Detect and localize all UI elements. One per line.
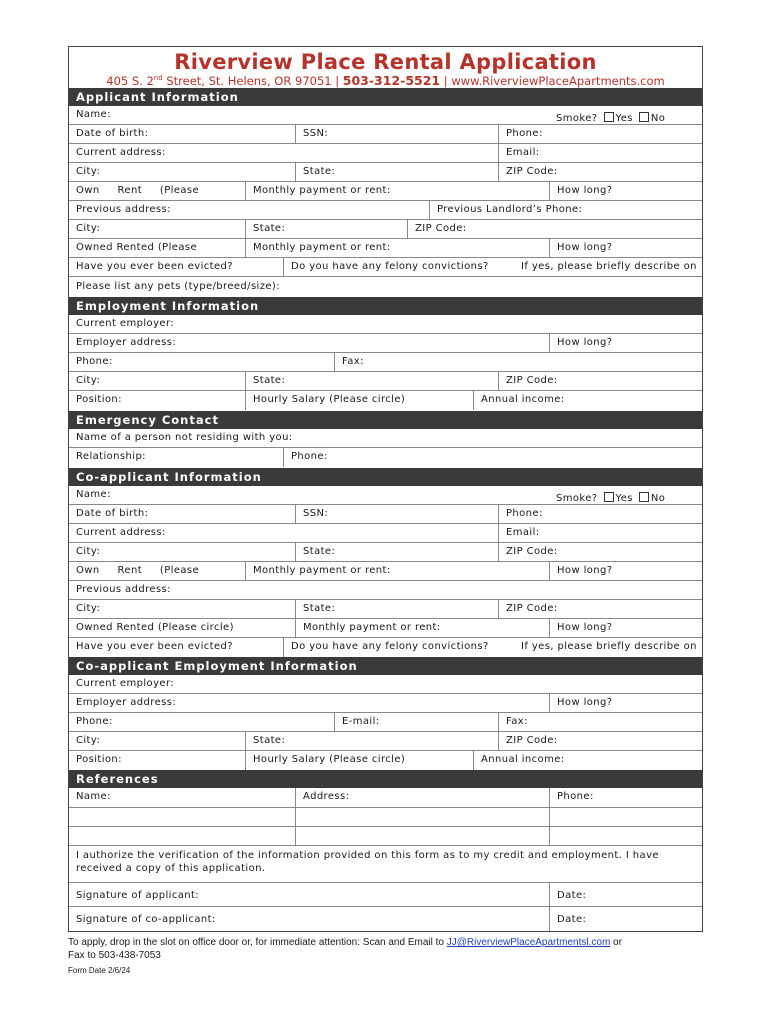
co-smoke-yes-label: Yes [615,493,633,504]
applicant-previous-zip-field[interactable]: ZIP Code: [407,220,704,238]
annual-income-field[interactable]: Annual income: [473,391,704,410]
please-circle-note: (Please [159,185,200,196]
applicant-previous-city-row [69,220,702,239]
co-smoke-no-label: No [650,493,666,504]
employer-city-field[interactable]: City: [76,375,101,386]
employer-address-field[interactable]: Employer address: [76,337,177,348]
instructions-text: To apply, drop in the slot on office door or, for immediate attention: Scan and Email to [68,937,447,948]
own-option: Own [76,185,100,196]
form-title: Riverview Place Rental Application [174,50,597,74]
applicant-evicted-field[interactable]: Have you ever been evicted? [76,261,234,272]
coapplicant-previous-state-field[interactable]: State: [295,600,498,618]
coapplicant-dob-row [69,505,702,524]
co-hourly-salary-field[interactable]: Hourly Salary (Please circle) [245,751,473,770]
company-address-line [69,73,702,88]
co-position-field[interactable]: Position: [76,754,122,765]
employer-fax-field[interactable]: Fax: [334,353,704,371]
employer-row [69,315,702,334]
reference-row [69,808,702,827]
applicant-monthly-payment-field[interactable]: Monthly payment or rent: [245,182,549,200]
coapplicant-felony-describe-field[interactable]: If yes, please briefly describe on [521,641,697,652]
coapplicant-phone-field[interactable]: Phone: [498,505,704,523]
coapplicant-signature-row [69,907,702,931]
co-smoke-label: Smoke? [556,493,598,504]
coapplicant-email-field[interactable]: Email: [498,524,704,542]
applicant-previous-address-row [69,201,702,220]
rental-application-form [68,46,703,932]
applicant-zip-field[interactable]: ZIP Code: [498,163,704,181]
applicant-pets-field[interactable]: Please list any pets (type/breed/size): [76,281,280,292]
applicant-felony-field[interactable]: Do you have any felony convictions? [283,258,514,276]
applicant-email-field[interactable]: Email: [498,144,704,162]
co-employer-phone-row [69,713,702,732]
coapplicant-address-row [69,524,702,543]
company-website: | www.RiverviewPlaceApartments.com [440,74,665,88]
applicant-how-long-field[interactable]: How long? [549,182,704,200]
section-references: References [69,770,702,788]
reference-phone-label: Phone: [549,788,704,807]
reference-row [69,827,702,846]
section-applicant-information: Applicant Information [69,88,702,106]
coapplicant-previous-residence-row [69,619,702,638]
applicant-felony-describe-field[interactable]: If yes, please briefly describe on [521,261,697,272]
coapplicant-previous-address-row [69,581,702,600]
coapplicant-previous-monthly-payment-field[interactable]: Monthly payment or rent: [295,619,549,637]
smoke-no-checkbox[interactable] [639,112,649,122]
applicant-ssn-field[interactable]: SSN: [295,125,498,143]
section-emergency-contact: Emergency Contact [69,411,702,429]
employer-state-field[interactable]: State: [245,372,498,390]
address-street: 405 S. 2 [106,74,154,88]
co-smoke-no-checkbox[interactable] [639,492,649,502]
current-employer-field[interactable]: Current employer: [76,318,175,329]
authorization-statement: I authorize the verification of the information provided on this form as to my credit and employment. I have received a copy of this application. [76,850,659,874]
co-current-employer-field[interactable]: Current employer: [76,678,175,689]
coapplicant-previous-address-field[interactable]: Previous address: [76,584,171,595]
smoke-no-label: No [650,113,666,124]
co-employer-phone-field[interactable]: Phone: [76,716,113,727]
coapplicant-smoke-field[interactable] [549,486,704,504]
coapplicant-previous-city-row [69,600,702,619]
applicant-state-field[interactable]: State: [295,163,498,181]
section-coapplicant-employment: Co-applicant Employment Information [69,657,702,675]
applicant-city-row [69,163,702,182]
emergency-relationship-row [69,448,702,467]
applicant-signature-field[interactable]: Signature of applicant: [76,890,200,901]
coapplicant-city-row [69,543,702,562]
employer-phone-field[interactable]: Phone: [76,356,113,367]
co-smoke-yes-checkbox[interactable] [604,492,614,502]
smoke-yes-checkbox[interactable] [604,112,614,122]
applicant-previous-owned-rented-field[interactable]: Owned Rented (Please [76,242,198,253]
applicant-dob-row [69,125,702,144]
applicant-dob-field[interactable]: Date of birth: [76,128,149,139]
co-employer-city-row [69,732,702,751]
hourly-salary-field[interactable]: Hourly Salary (Please circle) [245,391,473,410]
rent-option: Rent [117,185,143,196]
co-employer-address-field[interactable]: Employer address: [76,697,177,708]
coapplicant-previous-how-long-field[interactable]: How long? [549,619,704,637]
applicant-signature-date-field[interactable]: Date: [549,883,704,906]
coapplicant-residence-row [69,562,702,581]
applicant-name-row [69,106,702,125]
submission-instructions [68,937,622,948]
position-field[interactable]: Position: [76,394,122,405]
co-employer-state-field[interactable]: State: [245,732,498,750]
applicant-previous-residence-row [69,239,702,258]
applicant-phone-field[interactable]: Phone: [498,125,704,143]
coapplicant-how-long-field[interactable]: How long? [549,562,704,580]
form-date: Form Date 2/6/24 [68,966,131,975]
smoke-label: Smoke? [556,113,598,124]
applicant-previous-landlord-phone-field[interactable]: Previous Landlord’s Phone: [429,201,704,219]
reference-1-name-field[interactable] [69,808,295,826]
coapplicant-eviction-row [69,638,702,657]
reference-2-address-field[interactable] [295,827,549,845]
fax-instructions: Fax to 503-438-7053 [68,950,161,961]
co-employer-city-field[interactable]: City: [76,735,101,746]
reference-address-label: Address: [295,788,549,807]
coapplicant-dob-field[interactable]: Date of birth: [76,508,149,519]
coapplicant-name-field[interactable]: Name: [76,489,111,500]
applicant-eviction-row [69,258,702,277]
applicant-current-address-field[interactable]: Current address: [76,147,166,158]
reference-1-phone-field[interactable] [549,808,704,826]
coapplicant-zip-field[interactable]: ZIP Code: [498,543,704,561]
coapplicant-previous-zip-field[interactable]: ZIP Code: [498,600,704,618]
reference-1-address-field[interactable] [295,808,549,826]
coapplicant-felony-field[interactable]: Do you have any felony convictions? [283,638,514,657]
co-employer-address-row [69,694,702,713]
emergency-phone-field[interactable]: Phone: [283,448,704,467]
reference-2-phone-field[interactable] [549,827,704,845]
co-employer-zip-field[interactable]: ZIP Code: [498,732,704,750]
co-own-option: Own [76,565,100,576]
coapplicant-current-address-field[interactable]: Current address: [76,527,166,538]
applicant-name-field[interactable]: Name: [76,109,111,120]
employment-position-row [69,391,702,410]
co-employer-row [69,675,702,694]
coapplicant-ssn-field[interactable]: SSN: [295,505,498,523]
coapplicant-name-row [69,486,702,505]
co-please-circle-note: (Please [159,565,200,576]
emergency-contact-name-field[interactable]: Name of a person not residing with you: [76,432,293,443]
applicant-city-field[interactable]: City: [76,166,101,177]
co-employer-email-field[interactable]: E-mail: [334,713,498,731]
emergency-relationship-field[interactable]: Relationship: [76,451,146,462]
co-rent-option: Rent [117,565,143,576]
coapplicant-signature-field[interactable]: Signature of co-applicant: [76,914,216,925]
applicant-previous-city-field[interactable]: City: [76,223,101,234]
applicant-pets-row [69,277,702,295]
coapplicant-previous-owned-rented-field[interactable]: Owned Rented (Please circle) [76,622,234,633]
co-employment-position-row [69,751,702,770]
employer-phone-row [69,353,702,372]
coapplicant-monthly-payment-field[interactable]: Monthly payment or rent: [245,562,549,580]
reference-header-row [69,788,702,808]
smoke-yes-label: Yes [615,113,633,124]
applicant-own-rent-field[interactable] [69,182,245,200]
employer-zip-field[interactable]: ZIP Code: [498,372,704,390]
coapplicant-state-field[interactable]: State: [295,543,498,561]
section-coapplicant-information: Co-applicant Information [69,468,702,486]
reference-2-name-field[interactable] [69,827,295,845]
coapplicant-evicted-field[interactable]: Have you ever been evicted? [76,641,234,652]
address-ordinal: nd [153,74,163,83]
applicant-signature-row [69,883,702,907]
company-phone: 503-312-5521 [342,73,441,88]
applicant-address-row [69,144,702,163]
co-annual-income-field[interactable]: Annual income: [473,751,704,770]
coapplicant-signature-date-field[interactable]: Date: [549,907,704,931]
emergency-name-row [69,429,702,448]
employer-city-row [69,372,702,391]
applicant-previous-address-field[interactable]: Previous address: [76,204,171,215]
applicant-previous-monthly-payment-field[interactable]: Monthly payment or rent: [245,239,549,257]
coapplicant-city-field[interactable]: City: [76,546,101,557]
coapplicant-previous-city-field[interactable]: City: [76,603,101,614]
address-city: Street, St. Helens, OR 97051 | [162,74,343,88]
employer-address-row [69,334,702,353]
authorization-row [69,846,702,883]
section-employment-information: Employment Information [69,297,702,315]
applicant-previous-how-long-field[interactable]: How long? [549,239,704,257]
applicant-residence-row [69,182,702,201]
co-employment-how-long-field[interactable]: How long? [549,694,704,712]
instructions-or: or [610,937,622,948]
co-employer-fax-field[interactable]: Fax: [498,713,704,731]
contact-email-link[interactable]: JJ@RiverviewPlaceApartmentsl.com [446,937,611,948]
coapplicant-own-rent-field[interactable] [69,562,245,580]
applicant-smoke-field[interactable] [549,106,704,124]
applicant-previous-state-field[interactable]: State: [245,220,407,238]
employment-how-long-field[interactable]: How long? [549,334,704,352]
reference-name-label: Name: [76,791,111,802]
